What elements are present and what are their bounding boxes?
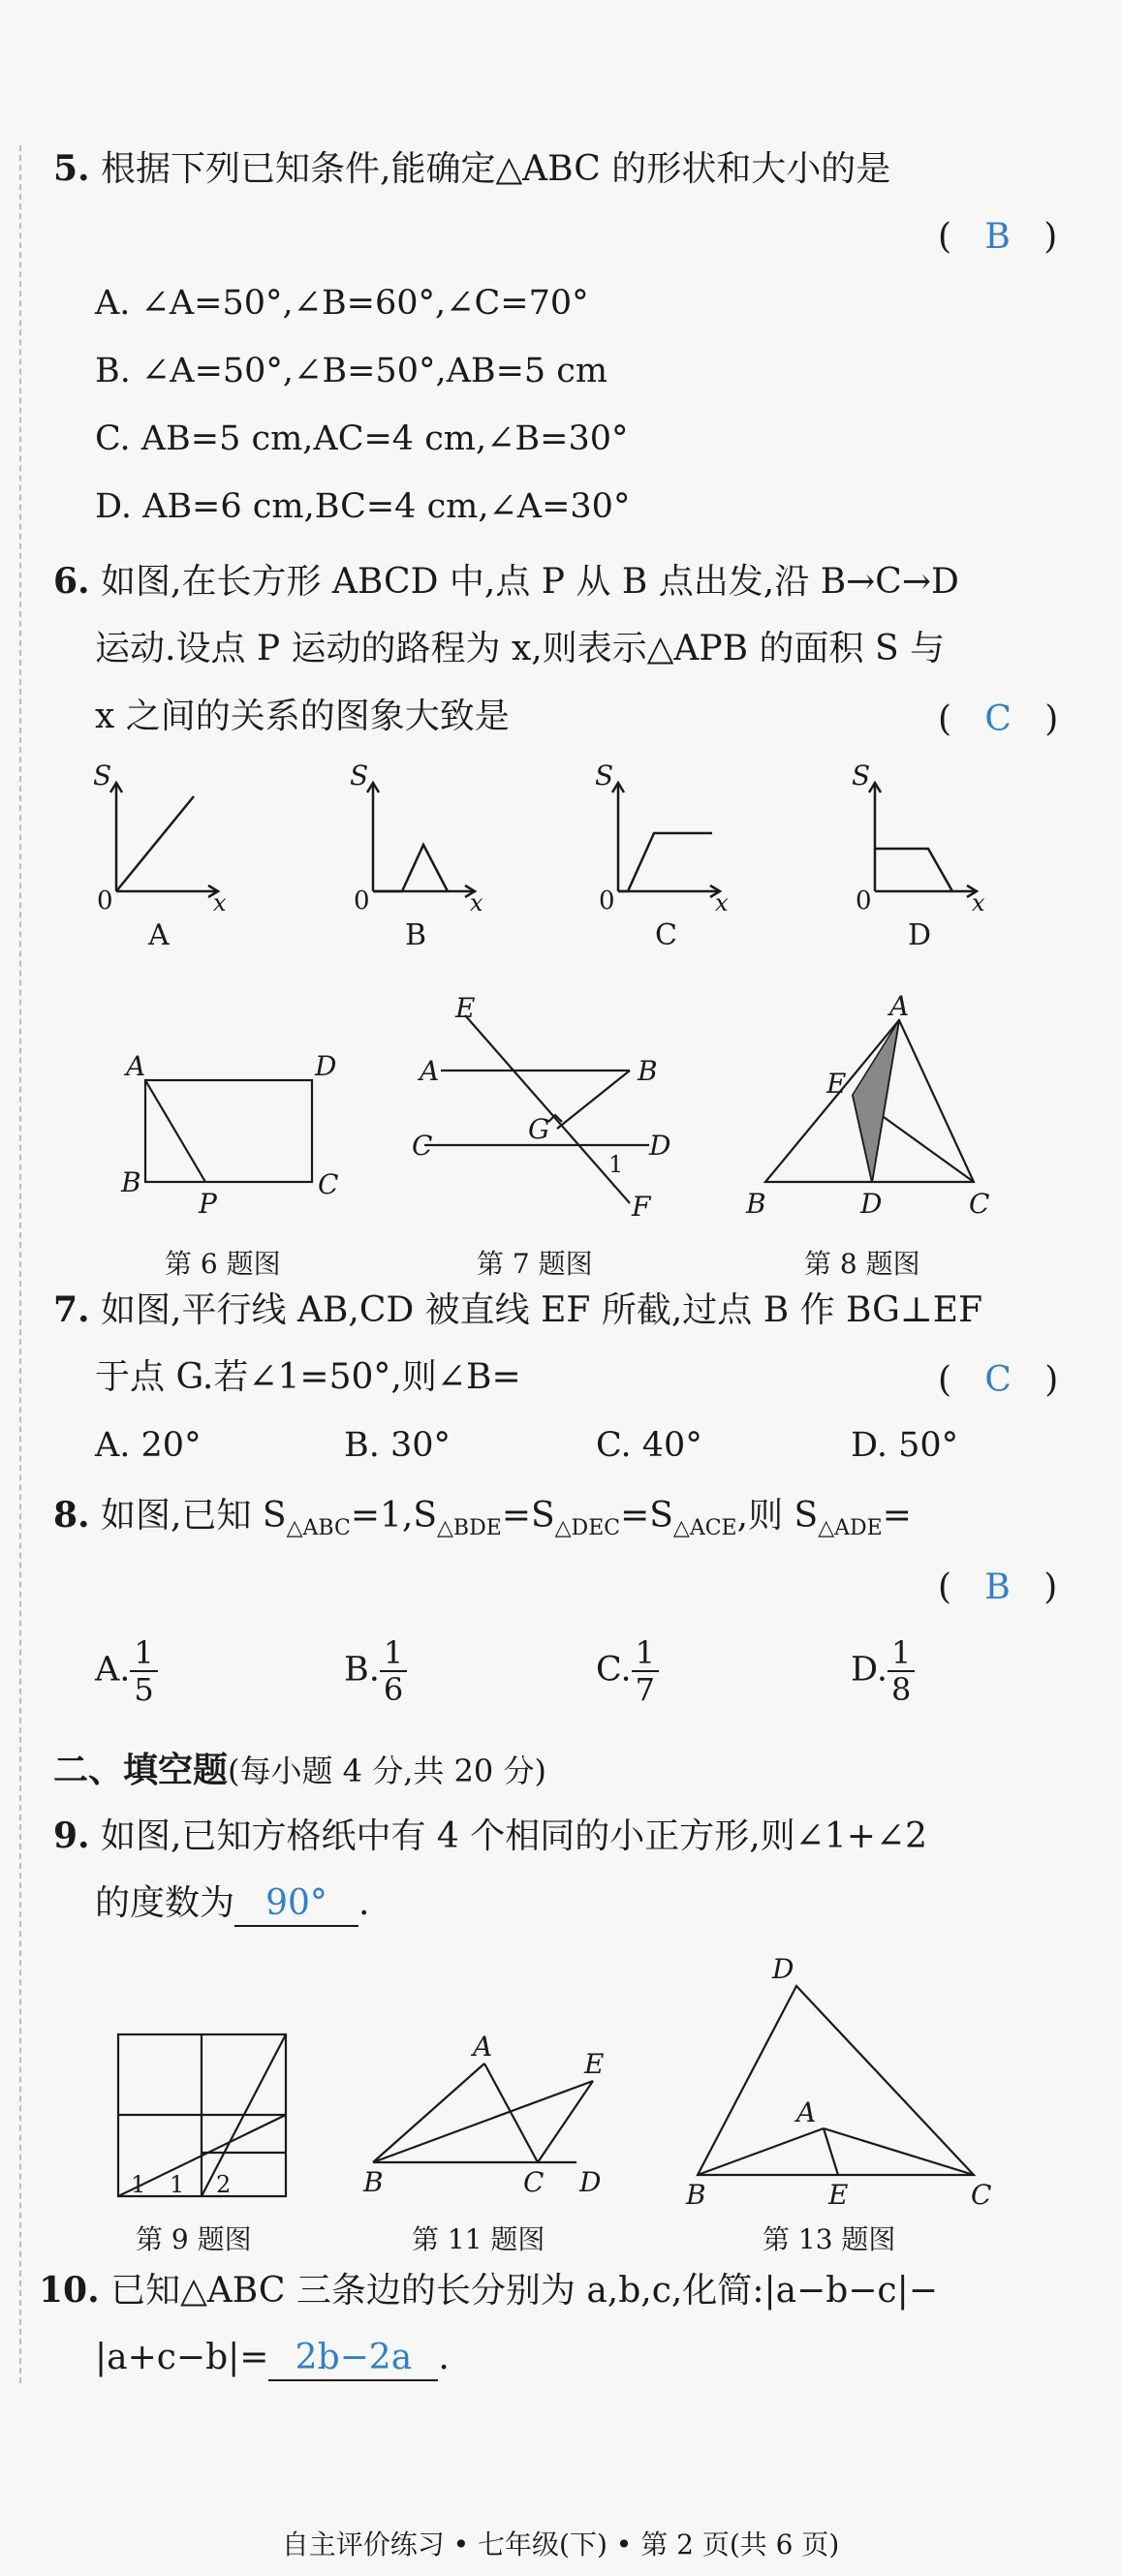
graph-d-label: D bbox=[908, 918, 932, 952]
fig11-label-e: E bbox=[584, 2048, 605, 2080]
fig7-label-b: B bbox=[638, 1055, 658, 1087]
q6-stem-line3: x 之间的关系的图象大致是 bbox=[95, 697, 510, 736]
graph-a-origin: 0 bbox=[97, 886, 113, 916]
fig9-caption: 第 9 题图 bbox=[136, 2223, 252, 2255]
graph-d-line bbox=[875, 849, 952, 891]
fig11-caption: 第 11 题图 bbox=[412, 2223, 545, 2255]
q8-stem: 8. 如图,已知 $S_{\triangle ABC}=1,S_{\triangle BDE}=S_{\triangle DEC}=S_{\triangle ACE}$,则 $S_{\triangle ADE}=$ bbox=[53, 1495, 912, 1540]
q7-option-a: A. 20° bbox=[95, 1426, 202, 1465]
fig8-label-e: E bbox=[826, 1068, 847, 1100]
graph-c-s-label: S bbox=[595, 760, 614, 791]
fig7-label-c: C bbox=[412, 1130, 433, 1162]
q7-option-c: C. 40° bbox=[596, 1426, 702, 1465]
fig13-label-a: A bbox=[796, 2096, 817, 2128]
fig11-label-a: A bbox=[473, 2031, 493, 2063]
q6-stem-line1: 6. 如图,在长方形 ABCD 中,点 P 从 B 点出发,沿 B→C→D bbox=[53, 561, 959, 602]
q7-answer-paren: ( C ) bbox=[938, 1360, 1059, 1400]
q10-answer: 2b−2a bbox=[295, 2338, 413, 2377]
q8-answer: B bbox=[984, 1567, 1011, 1607]
graph-a-label: A bbox=[148, 918, 170, 952]
graph-b-origin: 0 bbox=[354, 886, 370, 916]
fig13-label-e: E bbox=[828, 2179, 849, 2211]
q6-graphs bbox=[0, 756, 1121, 952]
fig7-label-a: A bbox=[420, 1055, 440, 1087]
q5-option-b: B. ∠A=50°,∠B=50°,AB=5 cm bbox=[95, 352, 608, 390]
fig7-caption: 第 7 题图 bbox=[477, 1248, 593, 1280]
fig8-label-b: B bbox=[746, 1188, 766, 1220]
fig11-label-b: B bbox=[363, 2166, 384, 2198]
fig8-caption: 第 8 题图 bbox=[804, 1248, 920, 1280]
fig6-rectangle bbox=[145, 1080, 312, 1182]
q9-stem-line2: 的度数为 90° . bbox=[95, 1882, 369, 1927]
fig13-label-c: C bbox=[971, 2179, 992, 2211]
q5-stem: 5. 根据下列已知条件,能确定△ABC 的形状和大小的是 bbox=[53, 148, 891, 189]
figures-row2 bbox=[0, 1938, 1121, 2211]
graph-b-s-label: S bbox=[350, 760, 369, 791]
q6-answer: C bbox=[984, 699, 1012, 739]
q6-stem-line2: 运动.设点 P 运动的路程为 x,则表示△APB 的面积 S 与 bbox=[95, 629, 946, 668]
graph-b-line bbox=[373, 845, 448, 891]
q7-stem-line1: 7. 如图,平行线 AB,CD 被直线 EF 所截,过点 B 作 BG⊥EF bbox=[53, 1289, 983, 1330]
fig9-angle-mark-left: 1 bbox=[131, 2171, 146, 2198]
q9-stem-line1: 9. 如图,已知方格纸中有 4 个相同的小正方形,则∠1+∠2 bbox=[53, 1816, 928, 1856]
fig6-label-a: A bbox=[126, 1050, 146, 1082]
fig7-label-d: D bbox=[649, 1130, 671, 1162]
graph-a-s-label: S bbox=[93, 760, 112, 791]
q9-answer: 90° bbox=[265, 1883, 327, 1923]
q8-answer-paren: ( B ) bbox=[938, 1567, 1058, 1607]
fig6-label-b: B bbox=[121, 1166, 141, 1198]
fig9-angle-2: 2 bbox=[216, 2171, 232, 2198]
graph-d-s-label: S bbox=[852, 760, 871, 791]
fig6-label-p: P bbox=[199, 1188, 217, 1220]
q8-option-c: C. $\frac{1}{7}$ bbox=[596, 1635, 659, 1707]
q10-stem-line2: |a+c−b|= 2b−2a . bbox=[95, 2337, 450, 2381]
fig13-label-b: B bbox=[686, 2179, 706, 2211]
page-footer: 自主评价练习 • 七年级(下) • 第 2 页(共 6 页) bbox=[281, 2529, 840, 2560]
q8-option-d: D. $\frac{1}{8}$ bbox=[851, 1635, 915, 1707]
q5-answer: B bbox=[984, 217, 1011, 257]
graph-c-line bbox=[618, 833, 712, 891]
fig7-label-f: F bbox=[632, 1191, 651, 1223]
fig11-label-d: D bbox=[579, 2166, 602, 2198]
graph-c-origin: 0 bbox=[599, 886, 615, 916]
q5-option-a: A. ∠A=50°,∠B=60°,∠C=70° bbox=[95, 284, 589, 323]
q5-option-d: D. AB=6 cm,BC=4 cm,∠A=30° bbox=[95, 487, 631, 526]
graph-d-x-label: x bbox=[972, 889, 985, 916]
fig6-label-c: C bbox=[318, 1168, 339, 1200]
fig8-label-d: D bbox=[860, 1188, 883, 1220]
q8-option-a: A. $\frac{1}{5}$ bbox=[95, 1635, 158, 1707]
q7-option-d: D. 50° bbox=[851, 1426, 959, 1465]
q5-option-c: C. AB=5 cm,AC=4 cm,∠B=30° bbox=[95, 419, 629, 458]
figures-row1 bbox=[0, 988, 1121, 1221]
graph-a-line bbox=[116, 796, 194, 891]
graph-b-label: B bbox=[405, 918, 427, 952]
q7-answer: C bbox=[984, 1360, 1012, 1400]
fig13-label-d: D bbox=[772, 1953, 794, 1985]
fig11-label-c: C bbox=[523, 2166, 545, 2198]
fig8-label-c: C bbox=[969, 1188, 990, 1220]
graph-a-x-label: x bbox=[213, 889, 227, 916]
fig6-caption: 第 6 题图 bbox=[165, 1248, 281, 1280]
graph-b-x-label: x bbox=[470, 889, 483, 916]
fig8-label-a: A bbox=[889, 990, 910, 1022]
q10-stem-line1: 10. 已知△ABC 三条边的长分别为 a,b,c,化简:|a−b−c|− bbox=[39, 2270, 938, 2311]
section2-heading: 二、填空题(每小题 4 分,共 20 分) bbox=[53, 1751, 546, 1790]
q6-answer-paren: ( C ) bbox=[938, 699, 1059, 739]
q8-option-b: B. $\frac{1}{6}$ bbox=[344, 1635, 407, 1707]
q5-answer-paren: ( B ) bbox=[938, 217, 1058, 257]
fig9-angle-1: 1 bbox=[170, 2171, 185, 2198]
graph-c-label: C bbox=[655, 918, 677, 952]
fig6-label-d: D bbox=[315, 1050, 337, 1082]
fig13-caption: 第 13 题图 bbox=[763, 2223, 896, 2255]
fig7-label-e: E bbox=[455, 992, 476, 1024]
fig7-label-g: G bbox=[528, 1113, 550, 1145]
q7-stem-line2: 于点 G.若∠1=50°,则∠B= bbox=[95, 1357, 521, 1397]
graph-d-origin: 0 bbox=[856, 886, 872, 916]
q7-option-b: B. 30° bbox=[344, 1426, 452, 1465]
graph-c-x-label: x bbox=[715, 889, 729, 916]
fig7-angle-1: 1 bbox=[608, 1151, 624, 1178]
fig8-shaded-region bbox=[853, 1020, 899, 1182]
